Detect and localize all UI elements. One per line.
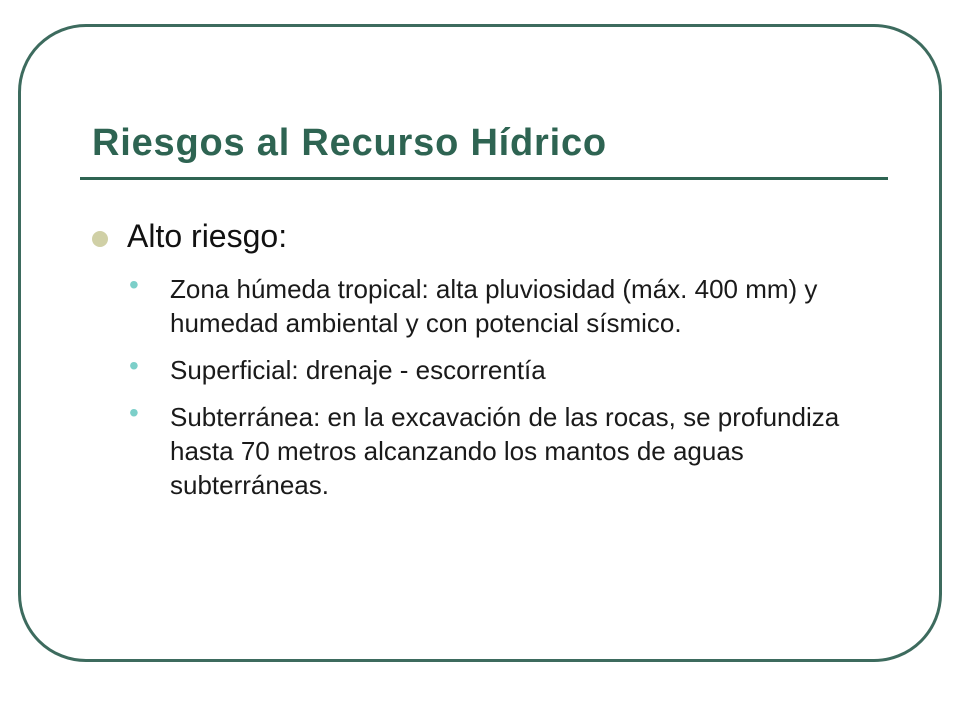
sub-bullet-text: Zona húmeda tropical: alta pluviosidad (máx. 400 mm) y humedad ambiental y con potencial sísmico. [170,274,818,338]
sub-bullet-text: Superficial: drenaje - escorrentía [170,355,546,385]
main-bullet-text: Alto riesgo: [127,218,288,254]
title-underline [80,177,888,180]
sub-bullet-item-underground [129,397,869,502]
sub-bullet-text: Subterránea: en la excavación de las rocas, se profundiza hasta 70 metros alcanzando los mantos de aguas subterráneas. [170,402,840,500]
sub-bullet-item-surface [129,350,869,387]
sub-bullet-dot-icon: • [129,269,139,300]
sub-bullet-dot-icon: • [129,397,139,428]
main-bullet-dot-icon [92,231,108,247]
sub-bullet-dot-icon: • [129,350,139,381]
main-bullet-row [92,212,872,260]
sub-bullet-item-humid-zone [129,269,869,340]
sub-bullet-list [129,269,869,515]
main-bullet-block [92,212,872,500]
slide-title: Riesgos al Recurso Hídrico [92,122,607,164]
